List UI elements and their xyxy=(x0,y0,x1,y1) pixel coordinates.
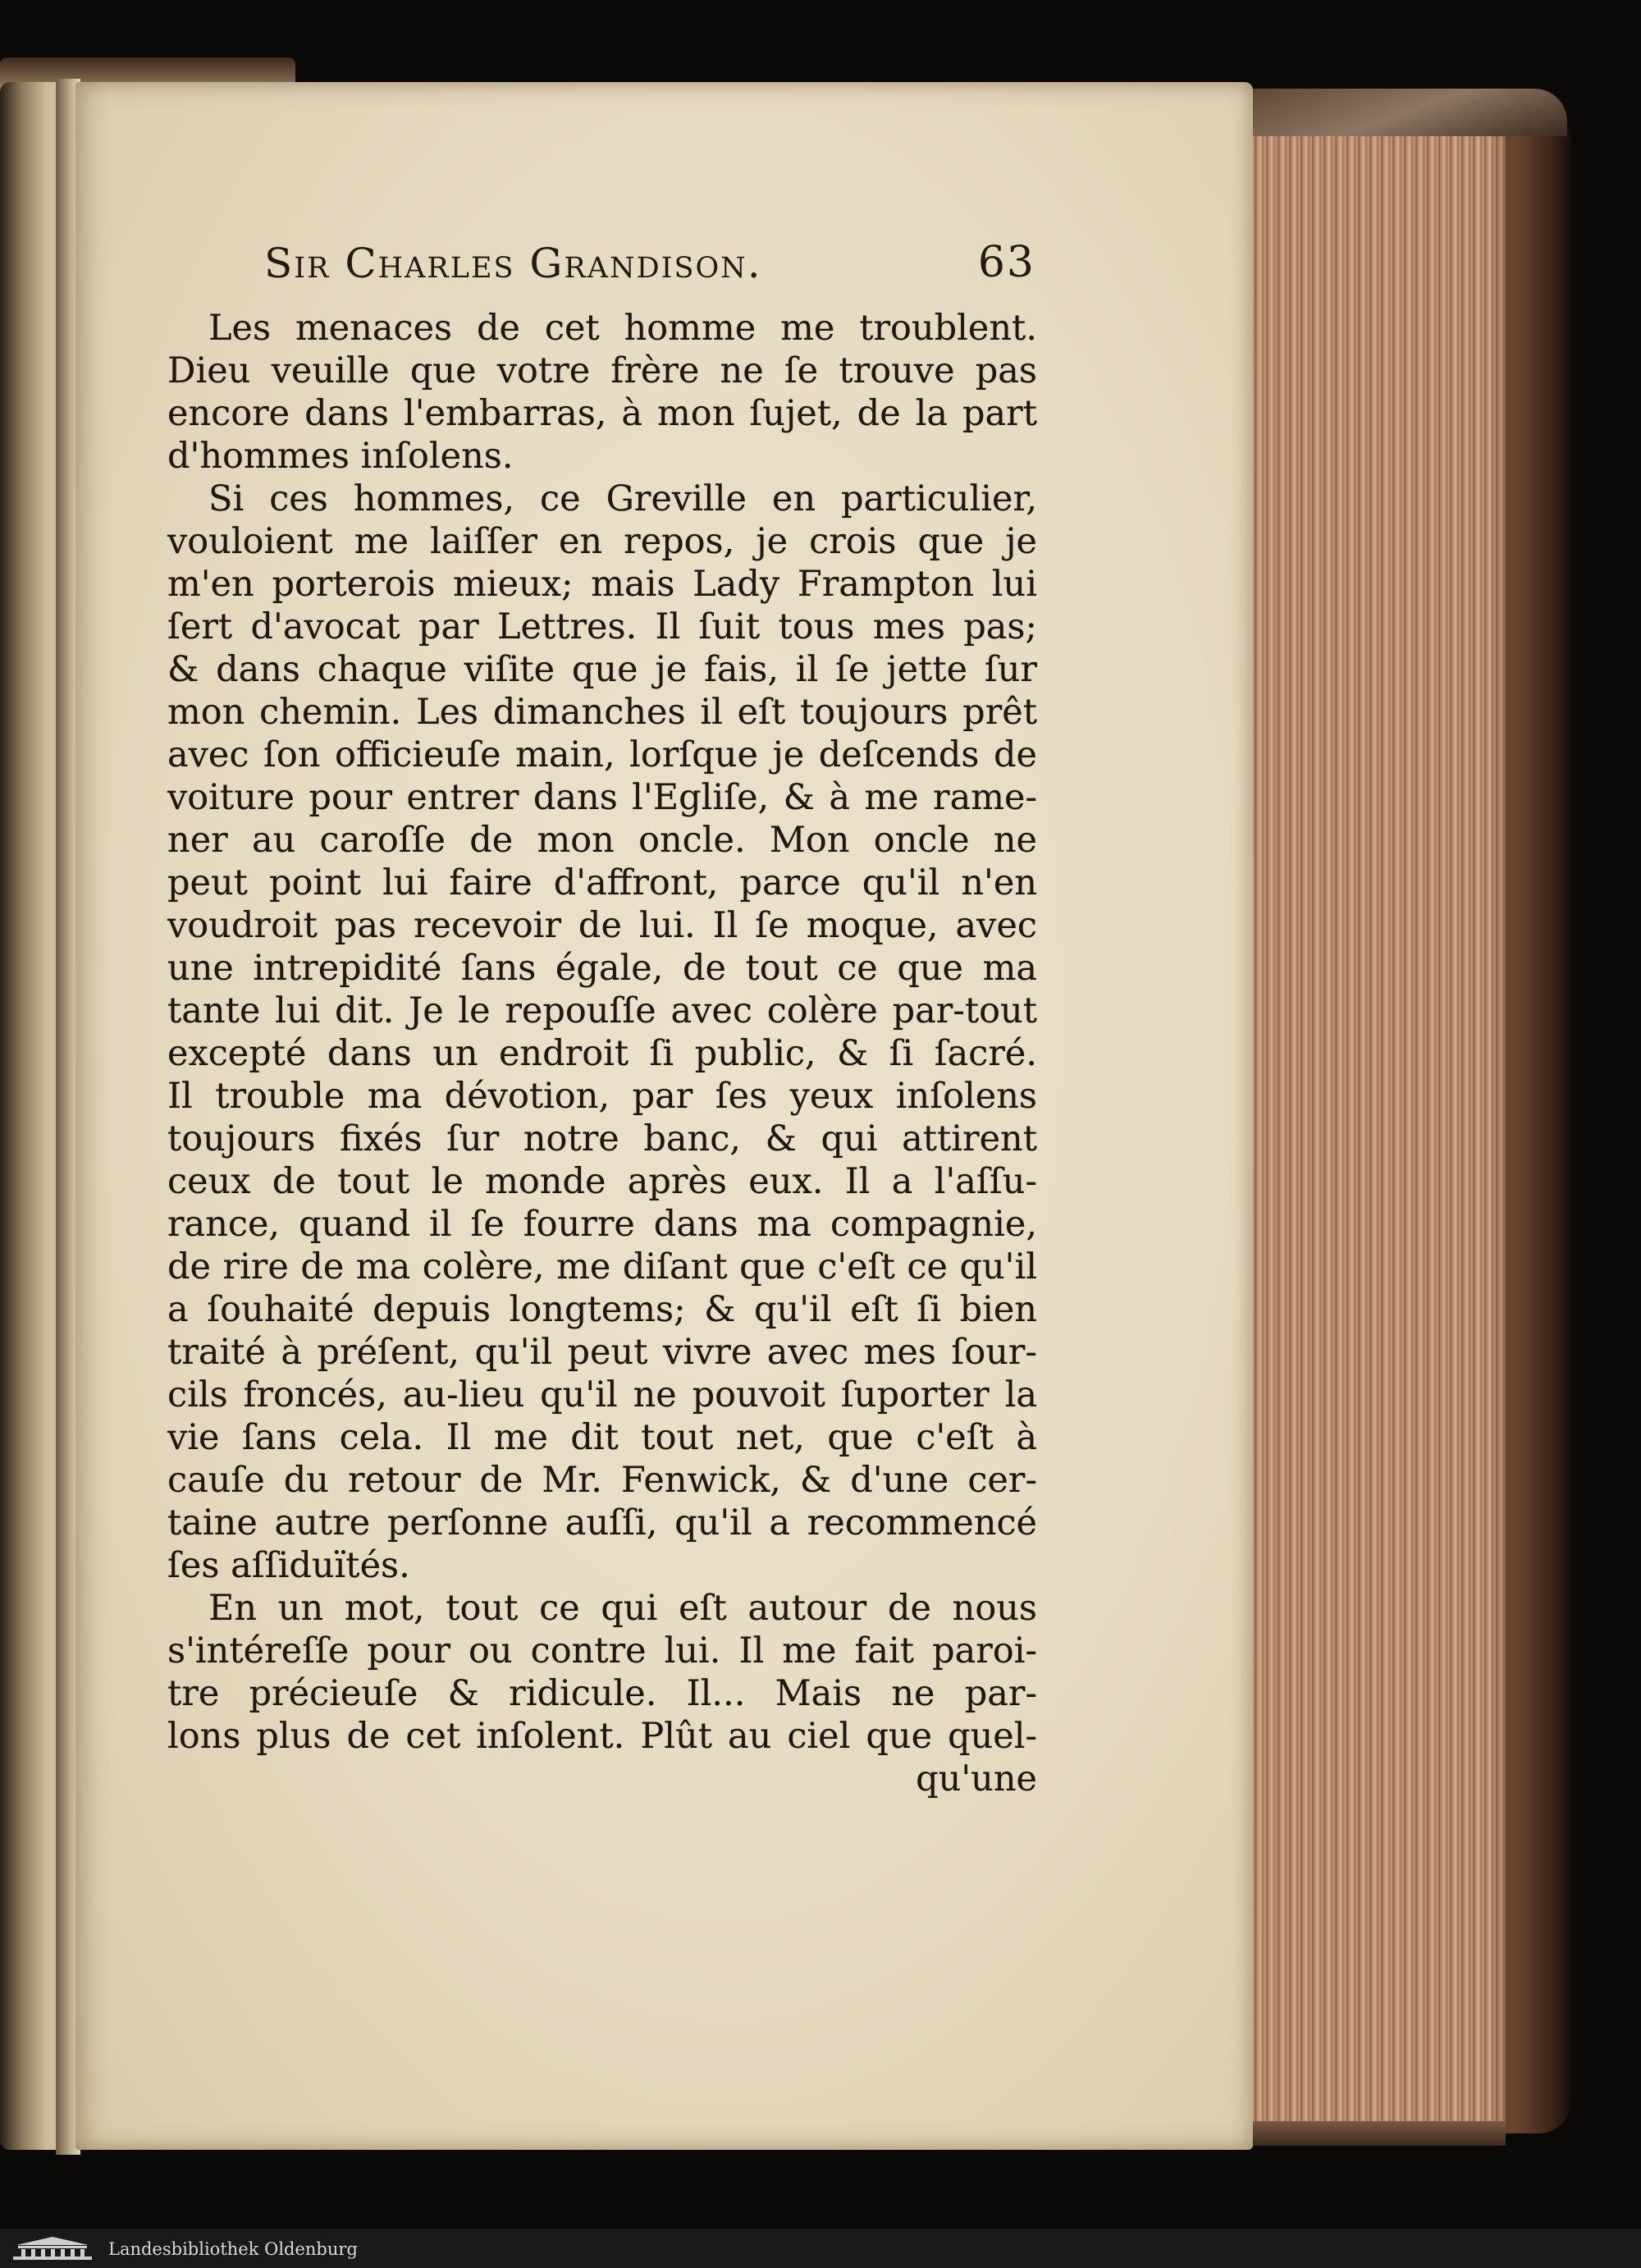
text-line: mon chemin. Les dimanches il eſt toujours prêt xyxy=(167,692,1037,733)
catchword-row xyxy=(167,1758,1037,1800)
text-line: vouloient me laiſſer en repos, je crois que je xyxy=(167,521,1037,562)
cover-top xyxy=(1247,89,1567,136)
page-number: 63 xyxy=(977,238,1035,287)
text-line: cauſe du retour de Mr. Fenwick, & d'une cer- xyxy=(167,1460,1037,1501)
text-block xyxy=(167,307,1037,1800)
text-line: ſes aſſiduïtés. xyxy=(167,1545,410,1586)
text-line: peut point lui faire d'affront, parce qu'il n'en xyxy=(167,862,1037,903)
text-line: ſert d'avocat par Lettres. Il ſuit tous mes pas; xyxy=(167,606,1037,647)
text-line: une intrepidité ſans égale, de tout ce que ma xyxy=(167,948,1037,989)
text-line: de rire de ma colère, me diſant que c'eſt ce qu'il xyxy=(167,1246,1037,1287)
text-line: Si ces hommes, ce Greville en particulier, xyxy=(208,478,1037,519)
running-title: Sir Charles Grandison. xyxy=(264,240,762,287)
paragraph-1 xyxy=(167,307,1037,478)
text-line: En un mot, tout ce qui eſt autour de nous xyxy=(208,1588,1037,1629)
text-line: taine autre perſonne auſſi, qu'il a recommencé xyxy=(167,1502,1037,1543)
library-name: Landesbibliothek Oldenburg xyxy=(108,2239,358,2259)
text-line: Les menaces de cet homme me troublent. xyxy=(208,308,1037,349)
text-line: encore dans l'embarras, à mon ſujet, de la part xyxy=(167,393,1037,434)
text-line: voudroit pas recevoir de lui. Il ſe moque, avec xyxy=(167,905,1037,946)
text-line: lons plus de cet inſolent. Plût au ciel que quel- xyxy=(167,1716,1037,1757)
paragraph-3 xyxy=(167,1587,1037,1758)
page-header xyxy=(264,240,1044,297)
text-line: ner au caroſſe de mon oncle. Mon oncle ne xyxy=(167,820,1037,861)
text-line: Dieu veuille que votre frère ne ſe trouve pas xyxy=(167,350,1037,391)
text-line: traité à préſent, qu'il peut vivre avec mes ſour- xyxy=(167,1332,1037,1373)
library-building-icon xyxy=(11,2235,94,2261)
text-line: tante lui dit. Je le repouſſe avec colère par-tout xyxy=(167,990,1037,1031)
text-line: rance, quand il ſe fourre dans ma compagnie, xyxy=(167,1204,1037,1245)
text-line: toujours fixés ſur notre banc, & qui attirent xyxy=(167,1118,1037,1159)
text-line: ceux de tout le monde après eux. Il a l'aſſu- xyxy=(167,1161,1037,1202)
text-line: avec ſon officieuſe main, lorſque je deſcends de xyxy=(167,734,1037,775)
text-line: a ſouhaité depuis longtems; & qu'il eſt ſi bien xyxy=(167,1289,1037,1330)
text-line: excepté dans un endroit ſi public, & ſi ſacré. xyxy=(167,1033,1037,1074)
text-line: voiture pour entrer dans l'Egliſe, & à me rame- xyxy=(167,777,1037,818)
text-line: cils froncés, au-lieu qu'il ne pouvoit ſuporter la xyxy=(167,1374,1037,1415)
paragraph-2 xyxy=(167,478,1037,1587)
page-block-fore-edge xyxy=(1235,90,1506,2146)
text-line: m'en porterois mieux; mais Lady Frampton lui xyxy=(167,564,1037,605)
catchword: qu'une xyxy=(916,1758,1037,1799)
text-line: vie ſans cela. Il me dit tout net, que c'eſt à xyxy=(167,1417,1037,1458)
text-line: d'hommes inſolens. xyxy=(167,436,514,477)
text-line: s'intéreſſe pour ou contre lui. Il me fait paroi- xyxy=(167,1630,1037,1671)
text-line: tre précieuſe & ridicule. Il... Mais ne par- xyxy=(167,1673,1037,1714)
text-line: & dans chaque viſite que je fais, il ſe jette ſur xyxy=(167,649,1037,690)
text-line: Il trouble ma dévotion, par ſes yeux inſolens xyxy=(167,1076,1037,1117)
footer-bar xyxy=(0,2229,1641,2268)
